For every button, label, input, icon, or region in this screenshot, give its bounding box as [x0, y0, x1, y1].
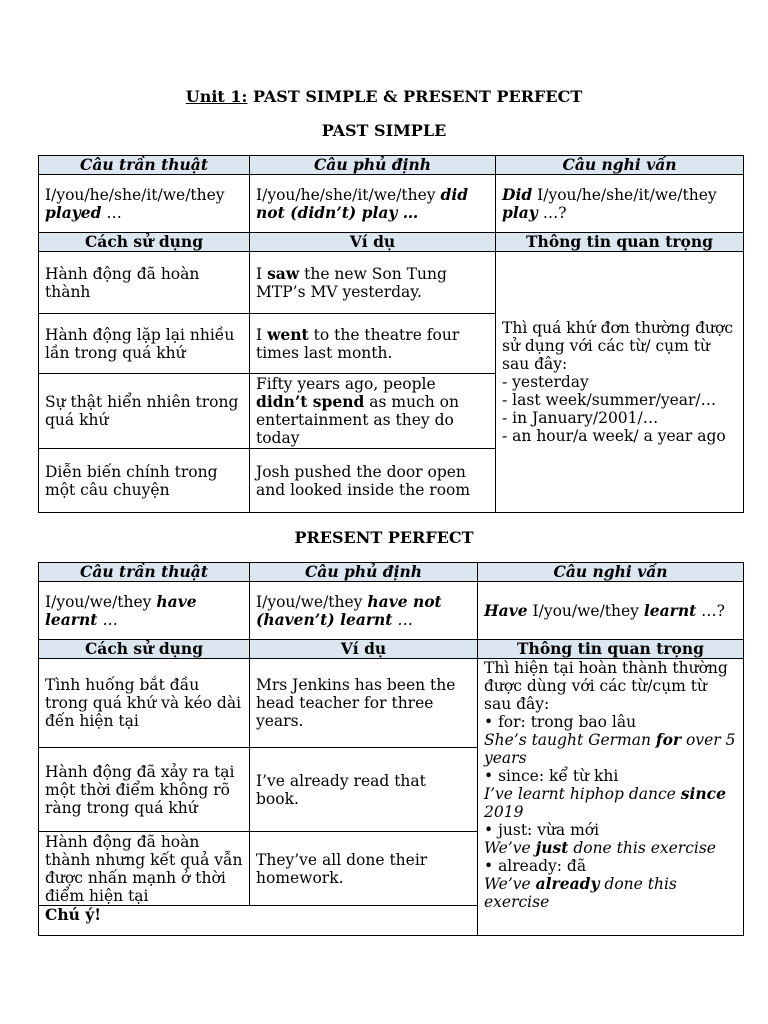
past-q-aux: Did: [502, 184, 533, 204]
ex-text: the new Son Tung MTP’s MV yesterday.: [256, 264, 447, 301]
past-simple-table: [38, 155, 744, 513]
past-info-cell: [496, 252, 744, 513]
header-affirmative: Câu trần thuật: [39, 563, 250, 582]
past-use-example: [250, 449, 496, 513]
pp-neg-ellipsis: …: [392, 610, 413, 629]
past-forms-header-row: [39, 156, 744, 175]
ex-verb: went: [267, 324, 309, 344]
past-info-item: - yesterday: [502, 373, 589, 391]
present-negative-cell: [250, 582, 478, 640]
past-neg-subject: I/you/he/she/it/we/they: [256, 185, 441, 204]
past-aff-verb: played: [45, 202, 102, 222]
present-forms-row: [39, 582, 744, 640]
pp-info-example: [484, 785, 737, 821]
present-affirmative-cell: [39, 582, 250, 640]
pp-neg-subject: I/you/we/they: [256, 592, 368, 611]
past-use-header-row: [39, 233, 744, 252]
ex-text: Fifty years ago, people: [256, 375, 436, 393]
header-question: Câu nghi vấn: [496, 156, 744, 175]
present-forms-header-row: [39, 563, 744, 582]
pp-info-example: [484, 839, 737, 857]
pp-aff-ellipsis: …: [97, 610, 118, 629]
ex-text: She’s taught German: [484, 731, 656, 749]
header-info: Thông tin quan trọng: [478, 640, 744, 659]
present-use-example: I’ve already read that book.: [250, 748, 478, 832]
ex-text: I: [256, 325, 268, 344]
past-info-intro: Thì quá khứ đơn thường được sử dụng với các từ/ cụm từ sau đây:: [502, 319, 734, 373]
past-info-item: - an hour/a week/ a year ago: [502, 427, 726, 445]
ex-keyword: for: [655, 730, 682, 749]
past-use-text: Hành động lặp lại nhiều lần trong quá khứ: [39, 314, 250, 374]
ex-keyword: since: [680, 784, 726, 803]
document-title: [0, 87, 768, 106]
header-negative: Câu phủ định: [250, 563, 478, 582]
header-affirmative: Câu trần thuật: [39, 156, 250, 175]
ex-text: over 5 years: [484, 731, 736, 767]
present-question-cell: [478, 582, 744, 640]
pp-q-aux: Have: [484, 600, 528, 620]
past-info-item: - last week/summer/year/…: [502, 391, 717, 409]
past-use-example: [250, 252, 496, 314]
past-use-text: Hành động đã hoàn thành: [39, 252, 250, 314]
ex-keyword: just: [535, 838, 569, 857]
header-info: Thông tin quan trọng: [496, 233, 744, 252]
past-question-cell: [496, 175, 744, 233]
pp-q-verb: learnt: [643, 600, 697, 620]
header-example: Ví dụ: [250, 233, 496, 252]
pp-info-example: [484, 875, 737, 911]
ex-text: We’ve: [484, 839, 536, 857]
past-aff-subject: I/you/he/she/it/we/they: [45, 185, 225, 204]
past-q-ellipsis: …?: [537, 203, 567, 222]
past-use-example: [250, 314, 496, 374]
past-use-text: Sự thật hiển nhiên trong quá khứ: [39, 374, 250, 449]
past-simple-heading: PAST SIMPLE: [321, 121, 447, 140]
present-use-text: Hành động đã xảy ra tại một thời điểm không rõ ràng trong quá khứ: [39, 748, 250, 832]
ex-text: We’ve: [484, 875, 536, 893]
pp-q-ellipsis: …?: [696, 601, 725, 620]
present-perfect-heading: PRESENT PERFECT: [294, 528, 474, 547]
ex-keyword: already: [535, 874, 600, 893]
header-question: Câu nghi vấn: [478, 563, 744, 582]
present-use-row: [39, 659, 744, 748]
present-info-cell: [478, 659, 744, 936]
present-use-example: They’ve all done their homework.: [250, 832, 478, 906]
present-use-text: Tình huống bắt đầu trong quá khứ và kéo dài đến hiện tại: [39, 659, 250, 748]
pp-info-example: [484, 731, 737, 767]
ex-text: Josh pushed the door open and looked inside the room: [256, 462, 471, 499]
past-neg-verb: did not (didn’t) play …: [256, 184, 469, 222]
pp-info-intro: Thì hiện tại hoàn thành thường được dùng với các từ/cụm từ sau đây:: [484, 659, 728, 713]
past-q-verb: play: [502, 202, 538, 222]
past-use-text: Diễn biến chính trong một câu chuyện: [39, 449, 250, 513]
ex-text: done this exercise: [484, 875, 677, 911]
ex-text: done this exercise: [568, 839, 716, 857]
present-use-text: Hành động đã hoàn thành nhưng kết quả vẫn được nhấn mạnh ở thời điểm hiện tại: [39, 832, 250, 906]
ex-verb: didn’t spend: [256, 392, 365, 411]
present-perfect-table: [38, 562, 744, 936]
ex-text: I’ve learnt hiphop dance: [484, 785, 681, 803]
header-use: Cách sử dụng: [39, 640, 250, 659]
pp-info-bullet: • just: vừa mới: [484, 821, 600, 839]
pp-aff-verb: have learnt: [45, 591, 197, 629]
pp-q-subject: I/you/we/they: [527, 601, 644, 620]
pp-info-bullet: • for: trong bao lâu: [484, 713, 637, 731]
ex-text: as much on entertainment as they do today: [256, 393, 459, 447]
past-forms-row: [39, 175, 744, 233]
unit-label: Unit 1:: [185, 87, 248, 106]
present-use-header-row: [39, 640, 744, 659]
ex-text: to the theatre four times last month.: [256, 325, 460, 362]
past-affirmative-cell: [39, 175, 250, 233]
past-info-item: - in January/2001/…: [502, 409, 659, 427]
pp-info-bullet: • already: đã: [484, 857, 587, 875]
header-negative: Câu phủ định: [250, 156, 496, 175]
note-label: Chú ý!: [39, 906, 478, 936]
past-negative-cell: [250, 175, 496, 233]
ex-verb: saw: [267, 263, 300, 283]
unit-title: PAST SIMPLE & PRESENT PERFECT: [253, 87, 583, 106]
header-example: Ví dụ: [250, 640, 478, 659]
past-use-example: [250, 374, 496, 449]
ex-text: I: [256, 264, 268, 283]
past-use-row: [39, 252, 744, 314]
past-q-subject: I/you/he/she/it/we/they: [532, 185, 717, 204]
ex-text: 2019: [484, 803, 524, 821]
header-use: Cách sử dụng: [39, 233, 250, 252]
past-aff-ellipsis: …: [101, 203, 122, 222]
pp-neg-verb: have not (haven’t) learnt: [256, 591, 442, 629]
present-use-example: Mrs Jenkins has been the head teacher for three years.: [250, 659, 478, 748]
pp-aff-subject: I/you/we/they: [45, 592, 157, 611]
pp-info-bullet: • since: kể từ khi: [484, 767, 619, 785]
